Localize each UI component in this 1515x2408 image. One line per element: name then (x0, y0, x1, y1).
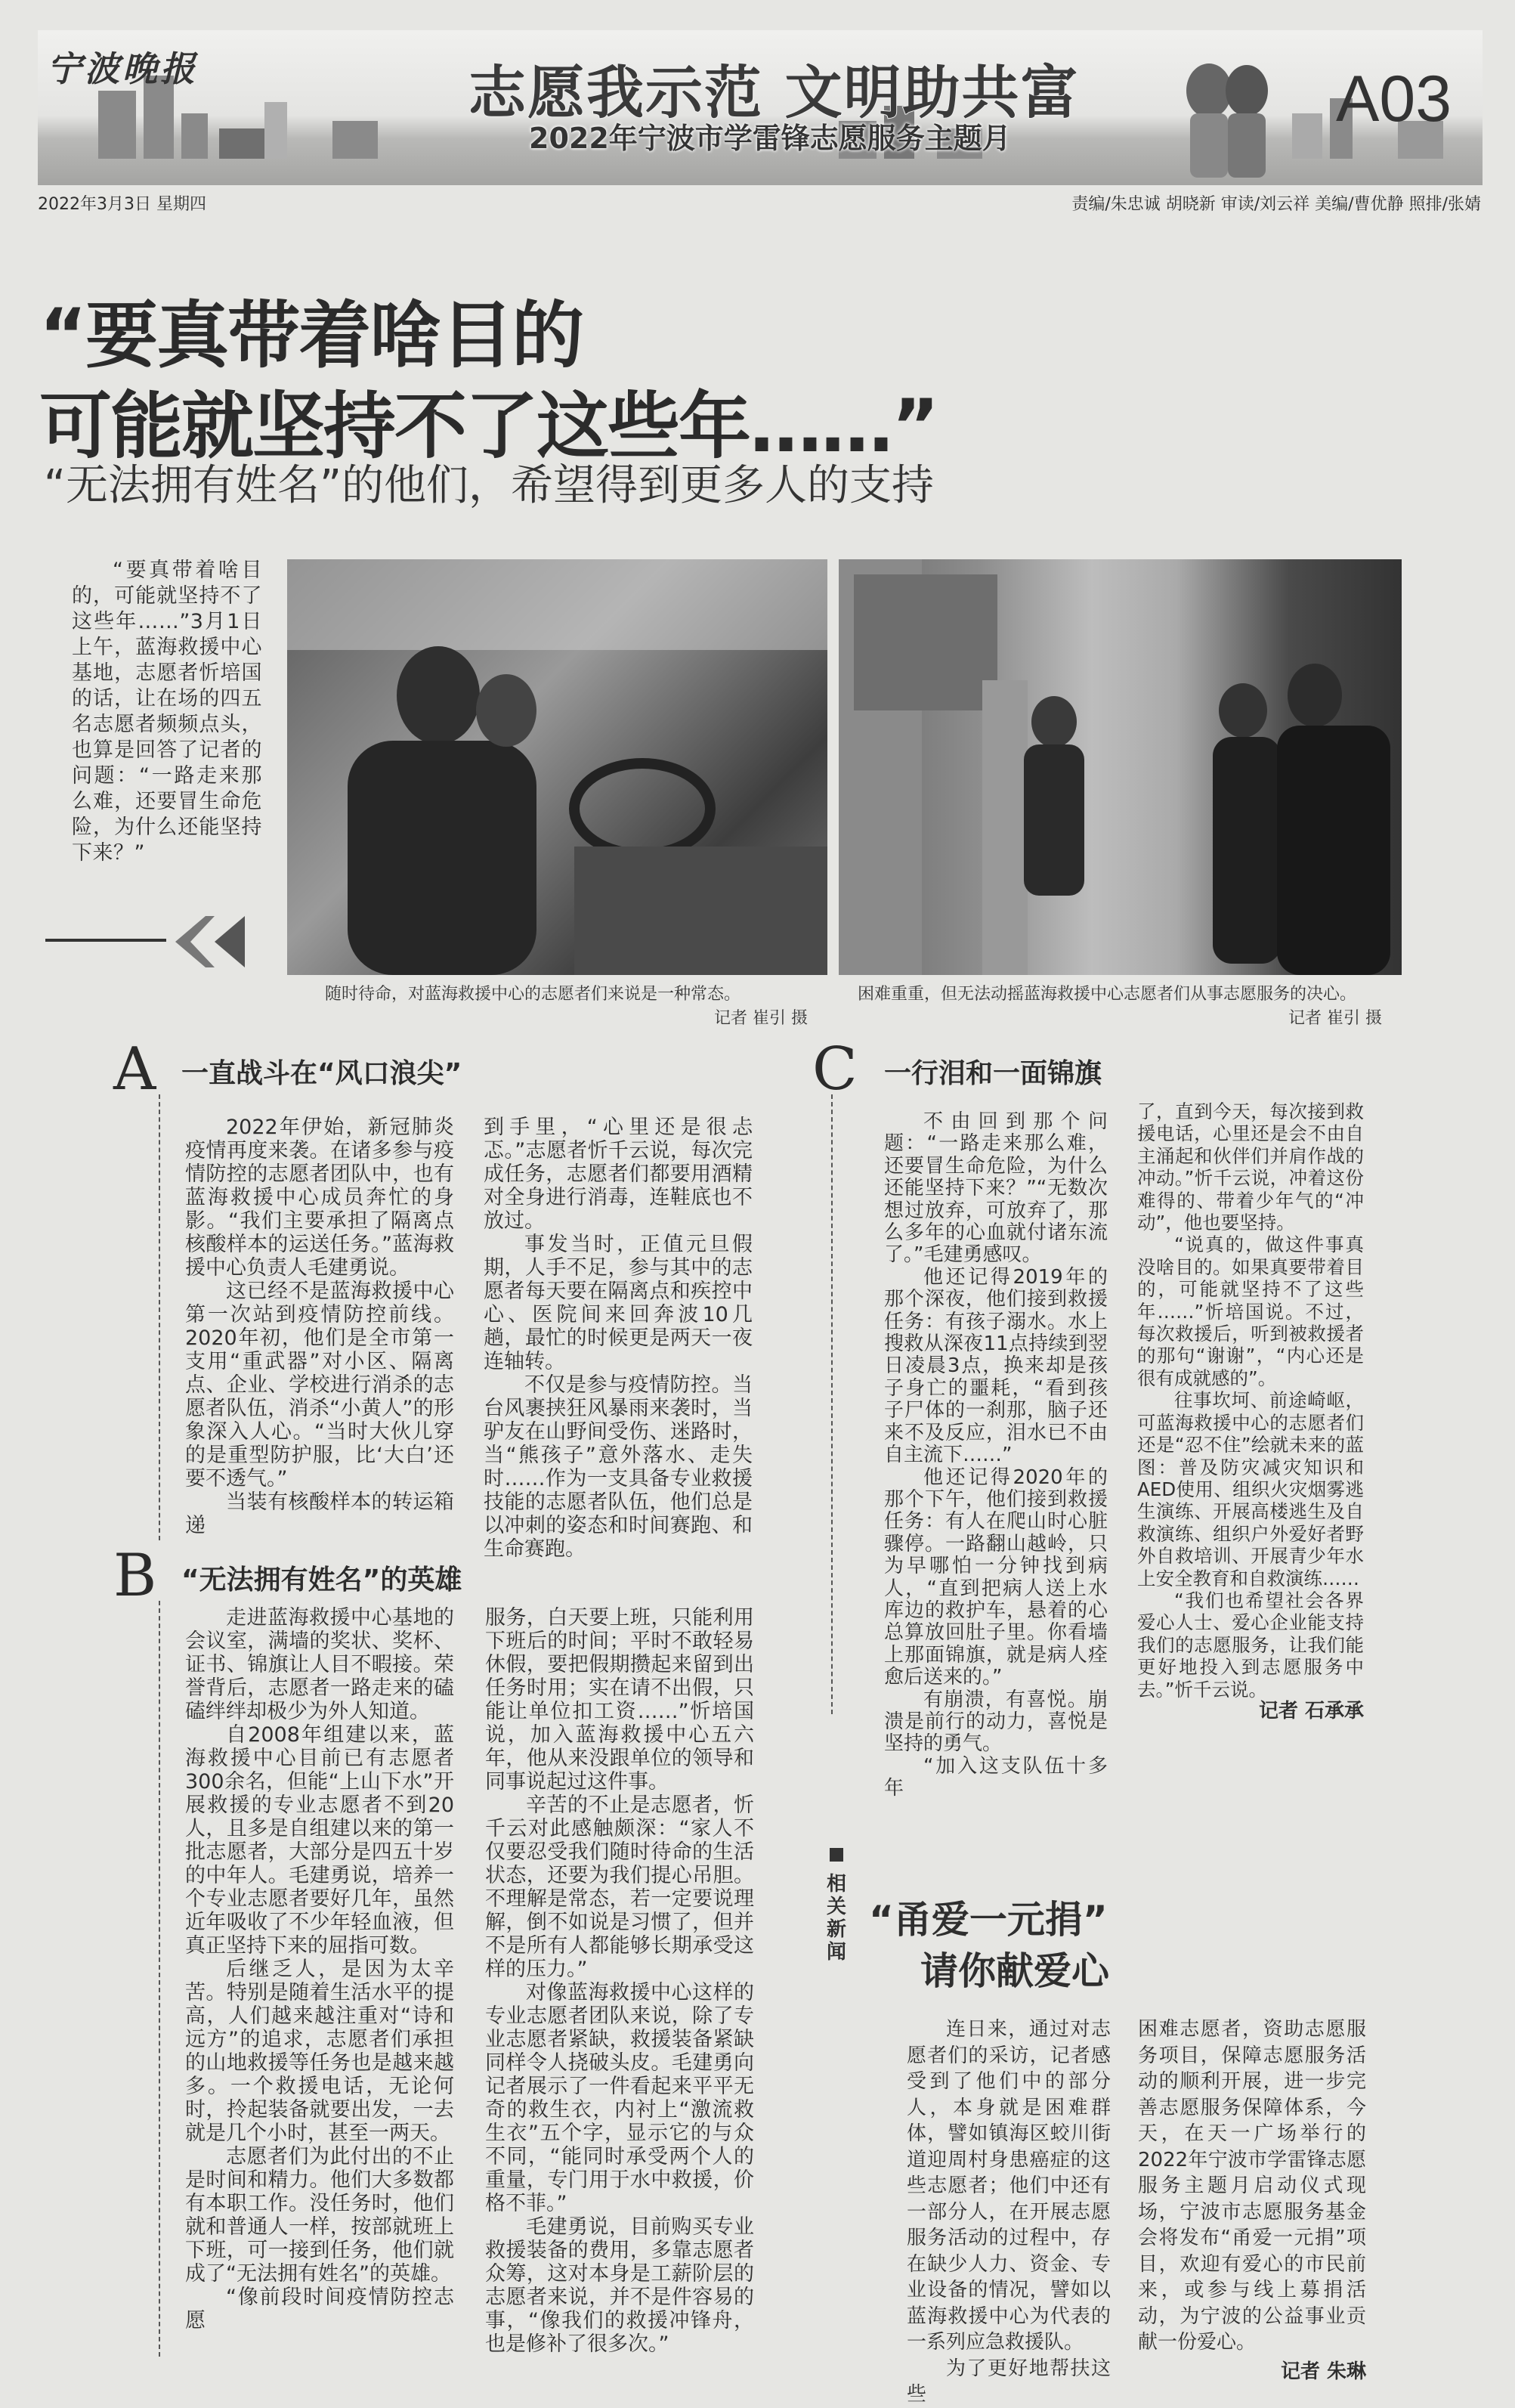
section-a-dashed-rule (159, 1094, 160, 1540)
editor-credits: 责编/朱忠诚 胡晓新 审读/刘云祥 美编/曹优静 照排/张婧 (1071, 195, 1481, 214)
paragraph: 毛建勇说，目前购买专业救援装备的费用，多靠志愿者众筹，这对本身是工薪阶层的志愿者来说，并不是件容易的事，“像我们的救援冲锋舟，也是修补了很多次。” (485, 2215, 754, 2356)
headline-subtitle: “无法拥有姓名”的他们，希望得到更多人的支持 (44, 461, 935, 510)
section-a-column-2 (484, 1116, 753, 1561)
paragraph: 往事坎坷、前途崎岖，可蓝海救援中心的志愿者们还是“忍不住”绘就未来的蓝图：普及防灾减灾知识和AED使用、组织火灾烟雾逃生演练、开展高楼逃生及自救演练、组织户外爱好者野外自救培训、开展青少年水上安全教育和自救演练…… (1137, 1389, 1364, 1589)
paragraph: “加入这支队伍十多年 (884, 1754, 1108, 1800)
paragraph: 连日来，通过对志愿者们的采访，记者感受到了他们中的部分人，本身就是困难群体，譬如镇海区蛟川街道迎周村身患癌症的这些志愿者；他们中还有一部分人，在开展志愿服务活动的过程中，存在缺少人力、资金、专业设备的情况，譬如以蓝海救援中心为代表的一系列应急救援队。 (907, 2018, 1111, 2354)
paragraph: 辛苦的不止是志愿者，忻千云对此感触颇深：“家人不仅要忍受我们随时待命的生活状态，还要为我们提心吊胆。不理解是常态，若一定要说理解，倒不如说是习惯了，但并不是所有人都能够长期承受这样的压力。” (485, 1794, 754, 1981)
headline-line-1: “要真带着啥目的 (39, 293, 583, 378)
paragraph: 不仅是参与疫情防控。当台风裹挟狂风暴雨来袭时，当驴友在山野间受伤、迷路时，当“熊孩子”意外落水、走失时……作为一支具备专业救援技能的志愿者队伍，他们总是以冲刺的姿态和时间赛跑、和生命赛跑。 (484, 1373, 753, 1561)
paragraph: 自2008年组建以来，蓝海救援中心目前已有志愿者300余名，但能“上山下水”开展救援的专业志愿者不到20人，且多是自组建以来的第一批志愿者，大部分是四五十岁的中年人。毛建勇说，培养一个专业志愿者要好几年，虽然近年吸收了不少年轻血液，但真正坚持下来的屈指可数。 (185, 1723, 454, 1958)
section-b-column-1 (185, 1606, 454, 2332)
square-bullet-icon (830, 1848, 843, 1862)
paragraph: 有崩溃，有喜悦。崩溃是前行的动力，喜悦是坚持的勇气。 (884, 1688, 1108, 1756)
photo-credit-1: 记者 崔引 摄 (714, 1009, 808, 1028)
section-b-dashed-rule (159, 1601, 160, 2357)
paragraph: 困难志愿者，资助志愿服务项目，保障志愿服务活动的顺利开展，进一步完善志愿服务保障体系，今天，在天一广场举行的2022年宁波市学雷锋志愿服务主题月启动仪式现场，宁波市志愿服务基金会将发布“甬爱一元捐”项目，欢迎有爱心的市民前来，或参与线上募捐活动，为宁波的公益事业贡献一份爱心。 (1138, 2018, 1366, 2354)
newspaper-logo: 宁波晚报 (47, 48, 198, 89)
section-c-dashed-rule (831, 1094, 833, 1714)
photo-caption-1: 随时待命，对蓝海救援中心的志愿者们来说是一种常态。 (325, 985, 741, 1004)
paragraph: 他还记得2020年的那个下午，他们接到救援任务：有人在爬山时心脏骤停。一路翻山越岭，只为早哪怕一分钟找到病人，“直到把病人送上水库边的救护车，悬着的心总算放回肚子里。你看墙上那面锦旗，就是病人痊愈后送来的。” (884, 1466, 1108, 1689)
paragraph: 后继乏人，是因为太辛苦。特别是随着生活水平的提高，人们越来越注重对“诗和远方”的追求，志愿者们承担的山地救援等任务也是越来越多。一个救援电话，无论何时，拎起装备就要出发，一去就是几个小时，甚至一两天。 (185, 1958, 454, 2145)
paragraph: 他还记得2019年的那个深夜，他们接到救援任务：有孩子溺水。水上搜救从深夜11点持续到翌日凌晨3点，换来却是孩子身亡的噩耗，“看到孩子尸体的一刹那，脑子还来不及反应，泪水已不由自主流下……” (884, 1265, 1108, 1467)
paragraph: “像前段时间疫情防控志愿 (185, 2286, 454, 2332)
paragraph: 对像蓝海救援中心这样的专业志愿者团队来说，除了专业志愿者紧缺，救援装备紧缺同样令人挠破头皮。毛建勇向记者展示了一件看起来平平无奇的救生衣，内衬上“激流救生衣”五个字，显示它的与众不同，“能同时承受两个人的重量，专门用于水中救援，价格不菲。” (485, 1981, 754, 2215)
banner-title: 志愿我示范 文明助共富 (468, 59, 1080, 126)
paragraph: 志愿者们为此付出的不止是时间和精力。他们大多数都有本职工作。没任务时，他们就和普通人一样，按部就班上下班，可一接到任务，他们就成了“无法拥有姓名”的英雄。 (185, 2145, 454, 2286)
section-b-column-2 (485, 1606, 754, 2356)
paragraph: 这已经不是蓝海救援中心第一次站到疫情防控前线。2020年初，他们是全市第一支用“重武器”对小区、隔离点、企业、学校进行消杀的志愿者队伍，消杀“小黄人”的形象深入人心。“当时大伙儿穿的是重型防护服，比‘大白’还要不透气。” (185, 1280, 454, 1490)
photo-volunteers-saluting (839, 559, 1402, 975)
banner-subtitle: 2022年宁波市学雷锋志愿服务主题月 (529, 122, 1011, 155)
section-c-column-1 (884, 1111, 1108, 1800)
paragraph: 走进蓝海救援中心基地的会议室，满墙的奖状、奖杯、证书、锦旗让人目不暇接。荣誉背后，志愿者一路走来的磕磕绊绊却极少为外人知道。 (185, 1606, 454, 1723)
section-letter-b: B (113, 1542, 157, 1610)
section-b-heading: “无法拥有姓名”的英雄 (181, 1565, 462, 1596)
double-chevron-left-icon (175, 916, 247, 967)
section-c-heading: 一行泪和一面锦旗 (884, 1058, 1102, 1089)
related-heading-line-2: 请你献爱心 (920, 1949, 1109, 1993)
paragraph: “说真的，做这件事真没啥目的。如果真要带着目的，可能就坚持不了这些年……”忻培国说。不过，每次救援后，听到被救援者的那句“谢谢”，“内心还是很有成就感的”。 (1137, 1233, 1364, 1389)
byline: 记者 石承承 (1258, 1699, 1364, 1722)
section-a-column-1 (185, 1116, 454, 1537)
paragraph: “我们也希望社会各界爱心人士、爱心企业能支持我们的志愿服务，让我们能更好地投入到志愿服务中去。”忻千云说。 (1137, 1589, 1364, 1701)
issue-date: 2022年3月3日 星期四 (38, 195, 206, 214)
section-c-column-2 (1137, 1100, 1364, 1722)
paragraph: 不由回到那个问题：“一路走来那么难，还要冒生命危险，为什么还能坚持下来？”“无数次想过放弃，可放弃了，那么多年的心血就付诸东流了。”毛建勇感叹。 (884, 1110, 1108, 1267)
section-letter-c: C (812, 1035, 858, 1103)
paragraph: 为了更好地帮扶这些 (907, 2357, 1111, 2406)
paragraph: 当装有核酸样本的转运箱递 (185, 1490, 454, 1537)
paragraph: 了，直到今天，每次接到救援电话，心里还是会不由自主涌起和伙伴们并肩作战的冲动。”忻千云说，冲着这份难得的、带着少年气的“冲动”，他也要坚持。 (1137, 1100, 1364, 1234)
related-news-label: 相关新闻 (826, 1873, 846, 1964)
section-a-heading: 一直战斗在“风口浪尖” (181, 1058, 462, 1089)
section-letter-a: A (113, 1035, 156, 1103)
paragraph: 事发当时，正值元旦假期，人手不足，参与其中的志愿者每天要在隔离点和疾控中心、医院间来回奔波10几趟，最忙的时候更是两天一夜连轴转。 (484, 1233, 753, 1373)
page-number: A03 (1336, 63, 1452, 135)
intro-paragraph: “要真带着啥目的，可能就坚持不了这些年……”3月1日上午，蓝海救援中心基地，志愿者忻培国的话，让在场的四五名志愿者频频点头，也算是回答了记者的问题：“一路走来那么难，还要冒生命危险，为什么还能坚持下来？” (72, 559, 262, 865)
photo-credit-2: 记者 崔引 摄 (1288, 1009, 1382, 1028)
mascot-illustration (1186, 63, 1268, 178)
headline-line-2: 可能就坚持不了这些年……” (39, 384, 938, 469)
paragraph: 服务，白天要上班，只能利用下班后的时间；平时不敢轻易休假，要把假期攒起来留到出任务时用；实在请不出假，只能让单位扣工资……”忻培国说，加入蓝海救援中心五六年，他从来没跟单位的领导和同事说起过这件事。 (485, 1606, 754, 1794)
photo-caption-2: 困难重重，但无法动摇蓝海救援中心志愿者们从事志愿服务的决心。 (858, 985, 1357, 1004)
related-column-1 (907, 2016, 1111, 2408)
paragraph: 2022年伊始，新冠肺炎疫情再度来袭。在诸多参与疫情防控的志愿者团队中，也有蓝海救援中心成员奔忙的身影。“我们主要承担了隔离点核酸样本的运送任务。”蓝海救援中心负责人毛建勇说。 (185, 1116, 454, 1280)
divider-rule (45, 939, 166, 942)
paragraph: 到手里，“心里还是很忐忑。”志愿者忻千云说，每次完成任务，志愿者们都要用酒精对全身进行消毒，连鞋底也不放过。 (484, 1116, 753, 1233)
photo-volunteers-in-vehicle (287, 559, 827, 975)
related-heading-line-1: “甬爱一元捐” (869, 1898, 1108, 1942)
byline: 记者 朱琳 (1280, 2360, 1366, 2383)
related-column-2 (1138, 2016, 1366, 2385)
